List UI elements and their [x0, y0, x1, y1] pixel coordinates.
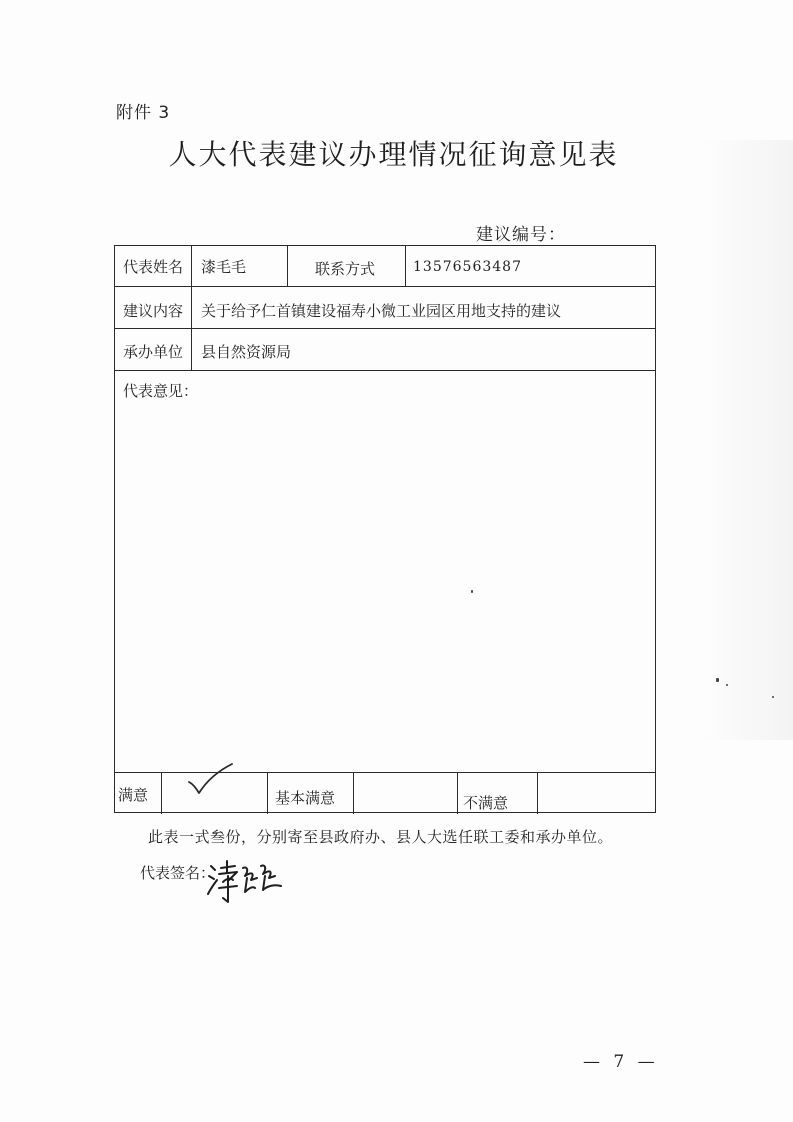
handling-unit-value: 县自然资源局: [201, 343, 292, 361]
suggestion-number-label: 建议编号：: [476, 225, 566, 245]
representative-name-value: 漆毛毛: [201, 258, 247, 276]
attachment-label: 附件 3: [116, 103, 171, 123]
column-divider: [287, 246, 288, 286]
row-divider: [115, 328, 655, 329]
unsatisfied-label: 不满意: [463, 794, 509, 812]
scan-speck: [471, 590, 473, 593]
distribution-note: 此表一式叁份，分别寄至县政府办、县人大选任联工委和承办单位。: [148, 828, 614, 846]
checkmark-icon: [186, 762, 236, 796]
suggestion-content-value: 关于给予仁首镇建设福寿小微工业园区用地支持的建议: [201, 302, 562, 320]
row-divider: [115, 286, 655, 287]
handwritten-signature: [205, 858, 285, 906]
scan-speck: [726, 684, 728, 686]
feedback-form-table: [114, 245, 656, 813]
page-title-text: 人大代表建议办理情况征询意见表: [168, 138, 619, 171]
scan-speck: [772, 696, 774, 698]
suggestion-content-label: 建议内容: [123, 302, 184, 320]
page-number: — 7 —: [583, 1052, 659, 1072]
column-divider: [353, 772, 354, 814]
column-divider: [405, 246, 406, 286]
representative-name-label: 代表姓名: [123, 258, 184, 276]
basically-satisfied-label: 基本满意: [275, 789, 336, 807]
scan-speck: [716, 678, 719, 682]
column-divider: [267, 772, 268, 814]
column-divider: [191, 246, 192, 370]
row-divider: [115, 370, 655, 371]
column-divider: [161, 772, 162, 814]
column-divider: [537, 772, 538, 814]
satisfied-label: 满意: [118, 786, 149, 804]
scan-shadow: [700, 140, 793, 740]
column-divider: [457, 772, 458, 814]
signature-label: 代表签名：: [140, 864, 216, 882]
representative-opinion-label: 代表意见：: [123, 382, 199, 400]
contact-label: 联系方式: [315, 260, 376, 278]
handling-unit-label: 承办单位: [123, 343, 184, 361]
page-title: [0, 133, 793, 173]
contact-value: 13576563487: [413, 259, 522, 275]
